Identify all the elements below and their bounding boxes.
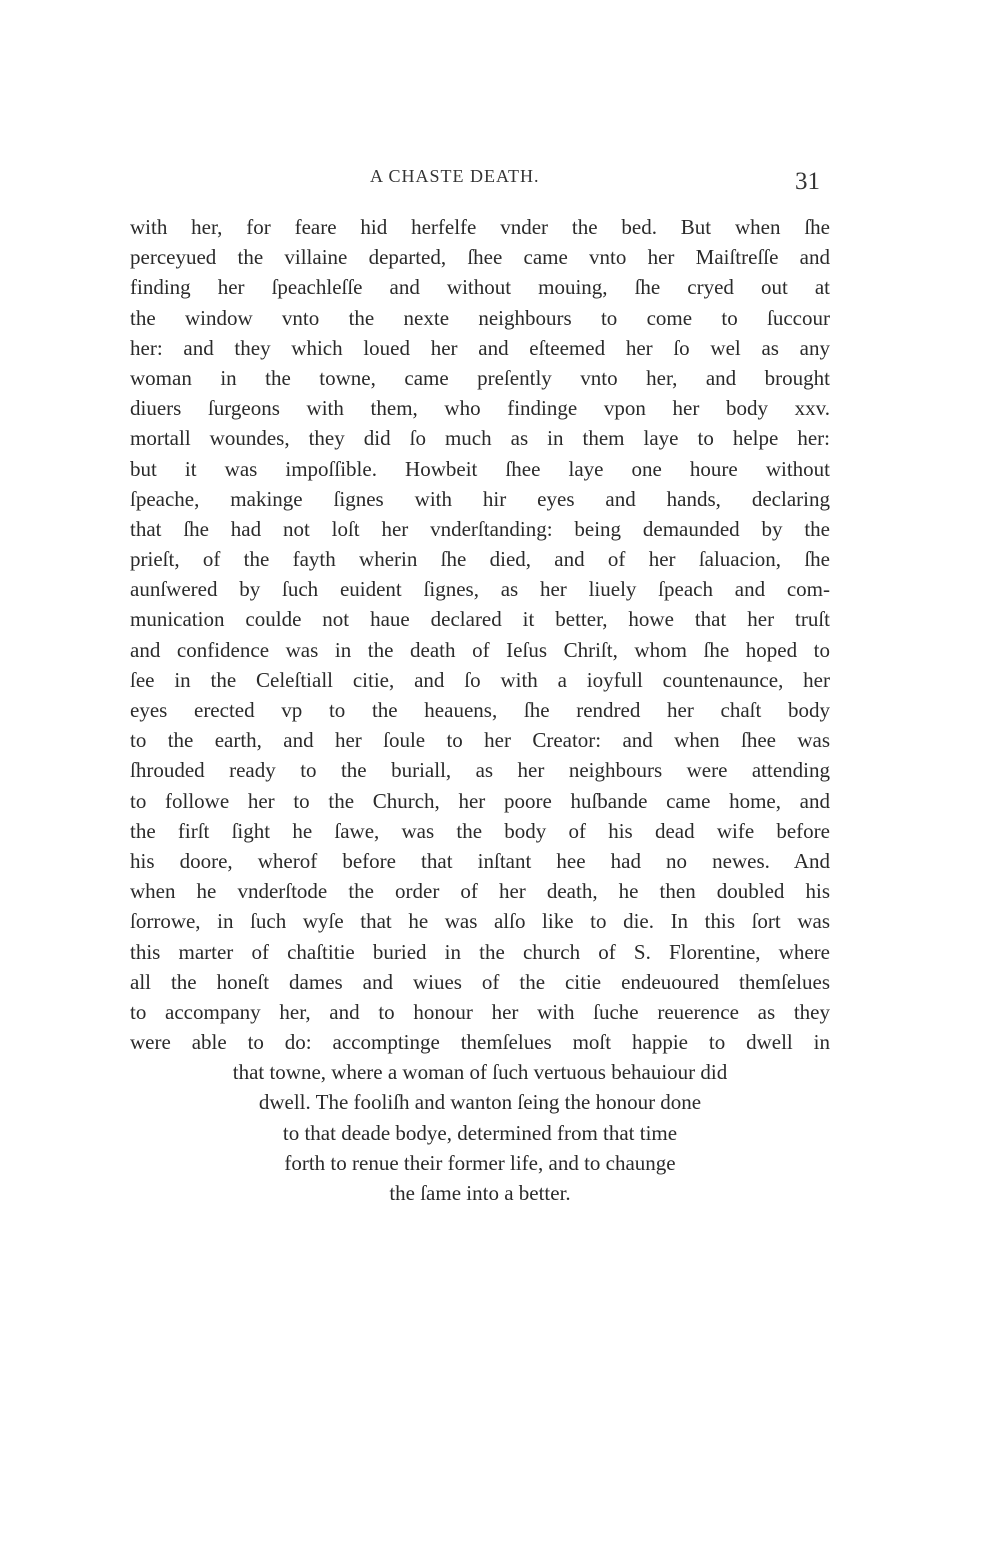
text-line: munication coulde not haue declared it better, howe that her truſt <box>130 607 830 632</box>
taper-line: forth to renue their former life, and to chaunge <box>284 1150 676 1175</box>
text-line: that ſhe had not loſt her vnderſtanding: being demaunded by the <box>130 516 830 541</box>
text-line: all the honeſt dames and wiues of the citie endeuoured themſelues <box>130 969 830 994</box>
text-line: diuers ſurgeons with them, who findinge vpon her body xxv. <box>130 396 830 421</box>
text-line: the window vnto the nexte neighbours to come to ſuccour <box>130 305 830 330</box>
text-line: perceyued the villaine departed, ſhee came vnto her Maiſtreſſe and <box>130 245 830 270</box>
text-line: aunſwered by ſuch euident ſignes, as her liuely ſpeach and com- <box>130 577 830 602</box>
text-line: with her, for feare hid herfelfe vnder the bed. But when ſhe <box>130 215 830 239</box>
taper-line: dwell. The fooliſh and wanton ſeing the honour done <box>258 1090 702 1115</box>
text-line: to accompany her, and to honour her with ſuche reuerence as they <box>130 999 830 1024</box>
text-line: finding her ſpeachleſſe and without mouing, ſhe cryed out at <box>130 275 830 300</box>
text-line: ſorrowe, in ſuch wyſe that he was alſo like to die. In this ſort was <box>130 909 830 934</box>
text-line: were able to do: accomptinge themſelues moſt happie to dwell in <box>130 1030 830 1055</box>
running-head: A CHASTE DEATH. <box>370 166 540 186</box>
text-line: her: and they which loued her and eſteemed her ſo wel as any <box>130 335 830 360</box>
text-line: ſee in the Celeſtiall citie, and ſo with a ioyfull countenaunce, her <box>130 667 830 692</box>
text-line: ſhrouded ready to the buriall, as her neighbours were attending <box>130 758 830 783</box>
text-line: ſpeache, makinge ſignes with hir eyes and hands, declaring <box>130 486 830 511</box>
taper-line: that towne, where a woman of ſuch vertuous behauiour did <box>232 1060 728 1085</box>
text-line: but it was impoſſible. Howbeit ſhee laye one houre without <box>130 456 830 481</box>
text-line: this marter of chaſtitie buried in the church of S. Florentine, where <box>130 939 830 964</box>
text-line: eyes erected vp to the heauens, ſhe rendred her chaſt body <box>130 698 830 722</box>
text-line: prieſt, of the fayth wherin ſhe died, and of her ſaluacion, ſhe <box>130 547 830 572</box>
text-line: and confidence was in the death of Ieſus Chriſt, whom ſhe hoped to <box>130 637 830 662</box>
taper-line: the ſame into a better. <box>389 1181 571 1205</box>
text-line: woman in the towne, came preſently vnto her, and brought <box>130 365 830 390</box>
text-line: to followe her to the Church, her poore huſbande came home, and <box>130 788 830 813</box>
text-line: to the earth, and her ſoule to her Creator: and when ſhee was <box>130 728 830 753</box>
text-line: mortall woundes, they did ſo much as in them laye to helpe her: <box>130 426 830 451</box>
text-line: the firſt ſight he ſawe, was the body of his dead wife before <box>130 818 830 843</box>
taper-line: to that deade bodye, determined from that time <box>282 1120 678 1145</box>
text-line: when he vnderſtode the order of her death, he then doubled his <box>130 879 830 904</box>
text-line: his doore, wherof before that inſtant hee had no newes. And <box>130 848 830 873</box>
page-number: 31 <box>795 168 820 195</box>
body-text <box>130 212 830 1208</box>
